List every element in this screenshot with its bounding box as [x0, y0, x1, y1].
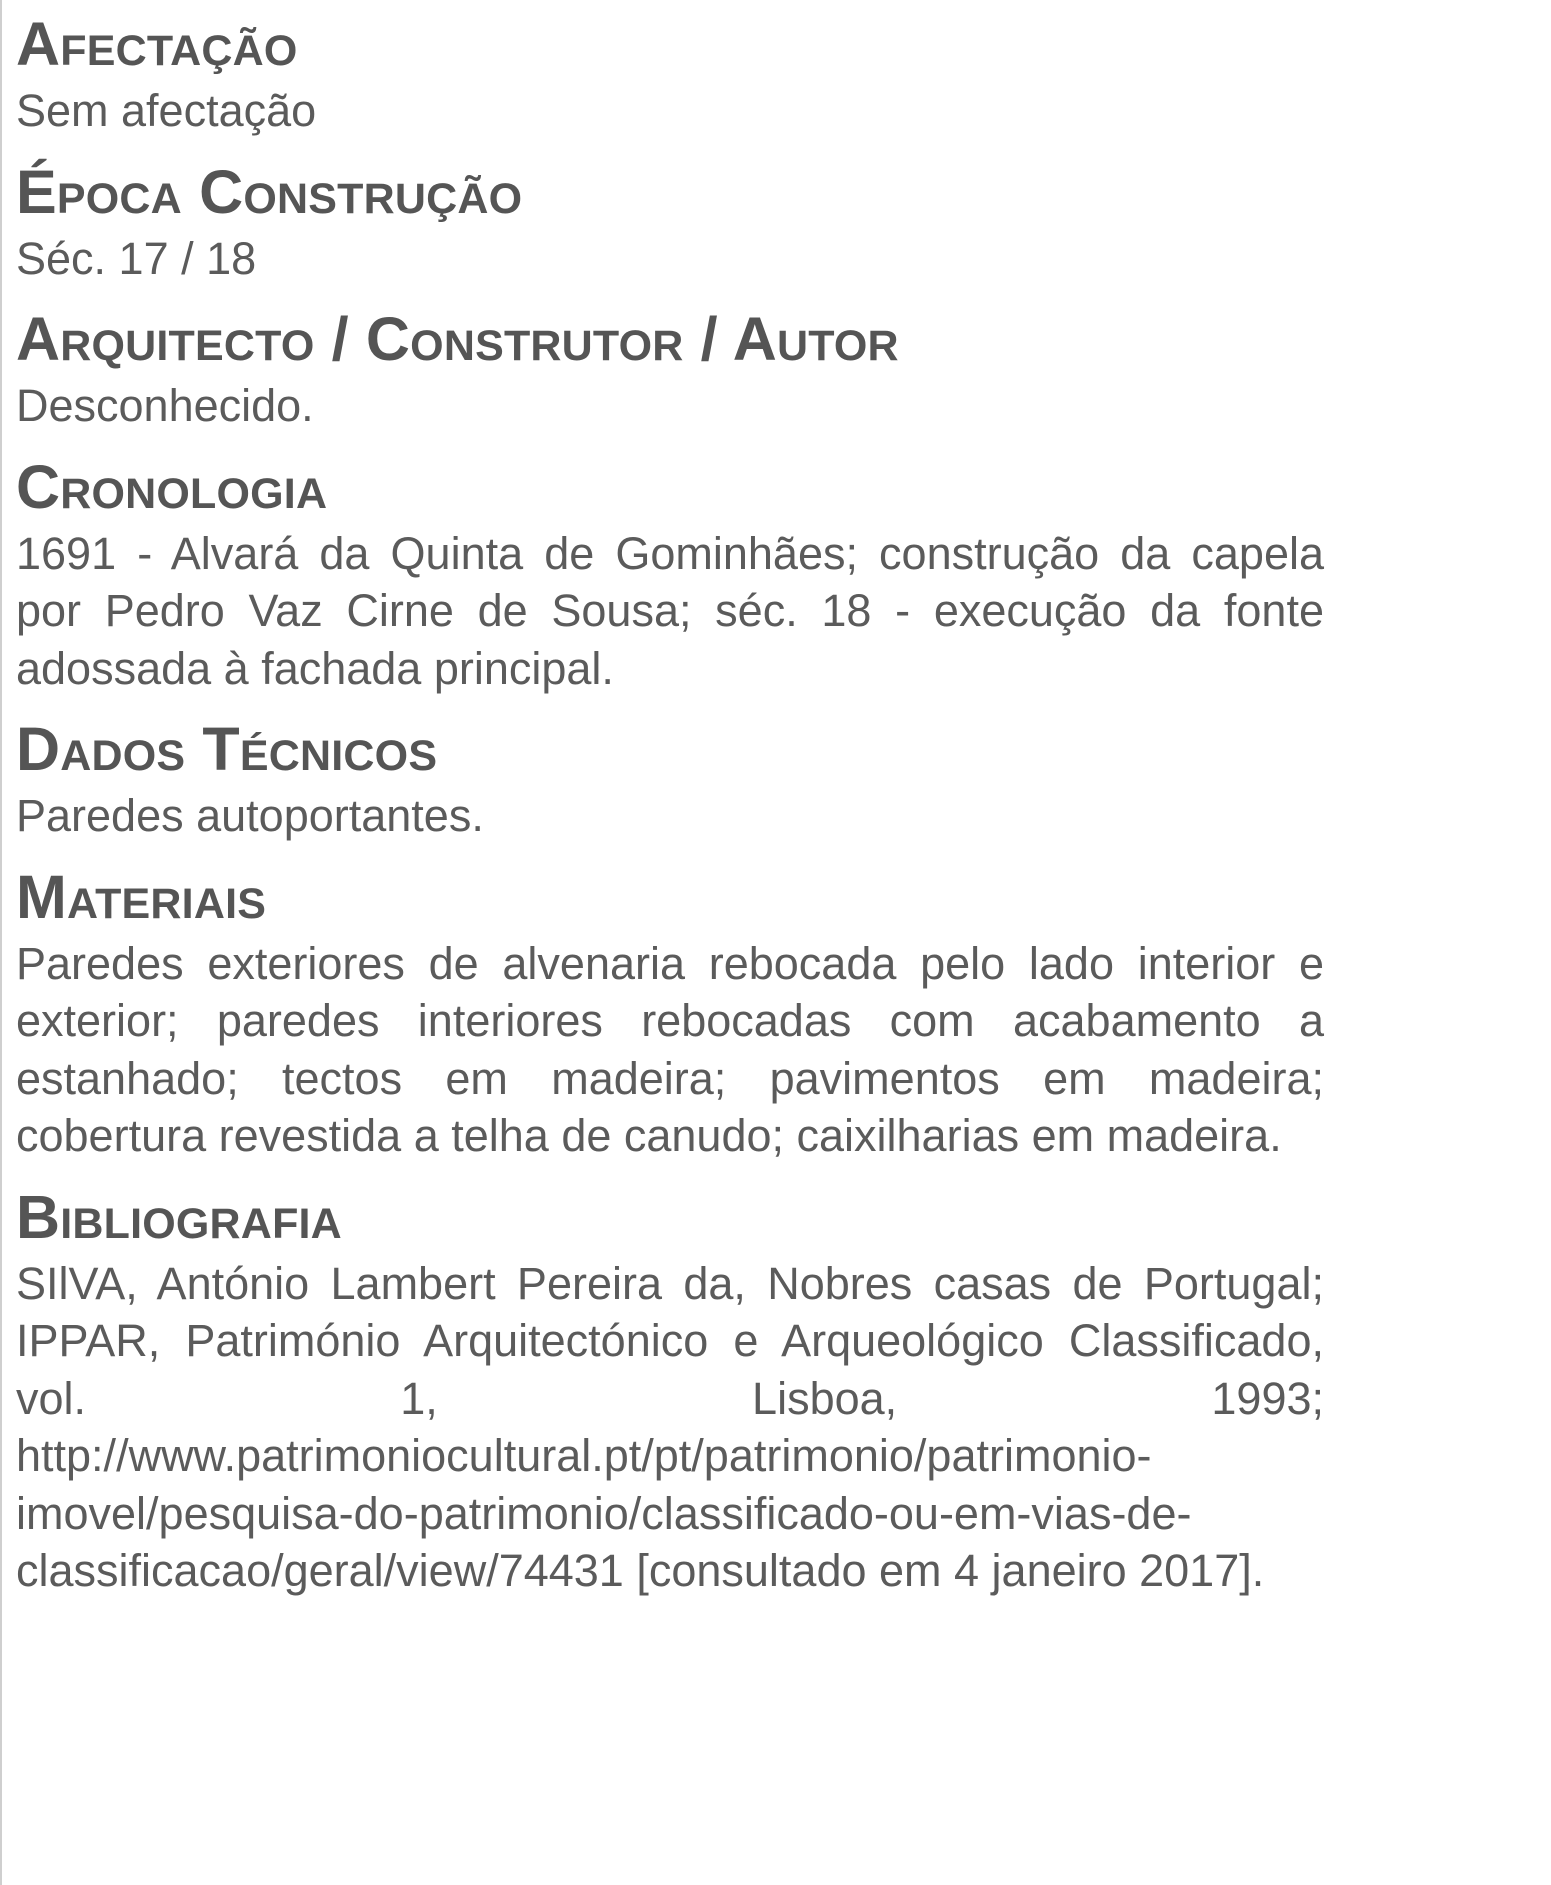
section-heading: Bibliografia [16, 1182, 342, 1251]
section-text: 1691 - Alvará da Quinta de Gominhães; construção da capela por Pedro Vaz Cirne de Sousa; séc. 18 - execução da fonte adossada à fachada principal. [16, 527, 1324, 694]
section-epoca-construcao [16, 154, 1324, 288]
document-content [16, 6, 1324, 1614]
section-arquitecto [16, 301, 1324, 435]
section-text: Sem afectação [16, 85, 317, 136]
section-text: Paredes exteriores de alvenaria rebocada pelo lado interior e exterior; paredes interiores rebocadas com acabamento a estanhado; tectos em madeira; pavimentos em madeira; cobertura revestida a telha de canudo; caixilharias em madeira. [16, 937, 1324, 1161]
section-heading: Dados Técnicos [16, 715, 438, 783]
section-afectacao [16, 6, 1324, 140]
section-text: SIlVA, António Lambert Pereira da, Nobres casas de Portugal; IPPAR, Património Arquitectónico e Arqueológico Classificado, vol. 1, Lisboa, 1993; http://www.patrimoniocultural.pt/pt/patrimonio/patrimonio-imovel/pesquisa-do-patrimonio/classificado-ou-em-vias-de-classificacao/geral/view/74431 [consultado em 4 janeiro 2017]. [16, 1257, 1324, 1596]
section-heading: Época Construção [16, 157, 523, 226]
section-bibliografia [16, 1179, 1324, 1600]
section-heading: Materiais [16, 862, 267, 931]
section-text: Desconhecido. [16, 380, 314, 431]
section-dados-tecnicos [16, 711, 1324, 845]
section-text: Séc. 17 / 18 [16, 232, 257, 284]
section-materiais [16, 859, 1324, 1165]
section-heading: Cronologia [16, 452, 328, 521]
section-text: Paredes autoportantes. [16, 790, 484, 841]
section-heading: Arquitecto / Construtor / Autor [16, 305, 899, 373]
section-cronologia [16, 449, 1324, 698]
section-heading: Afectação [16, 10, 298, 78]
